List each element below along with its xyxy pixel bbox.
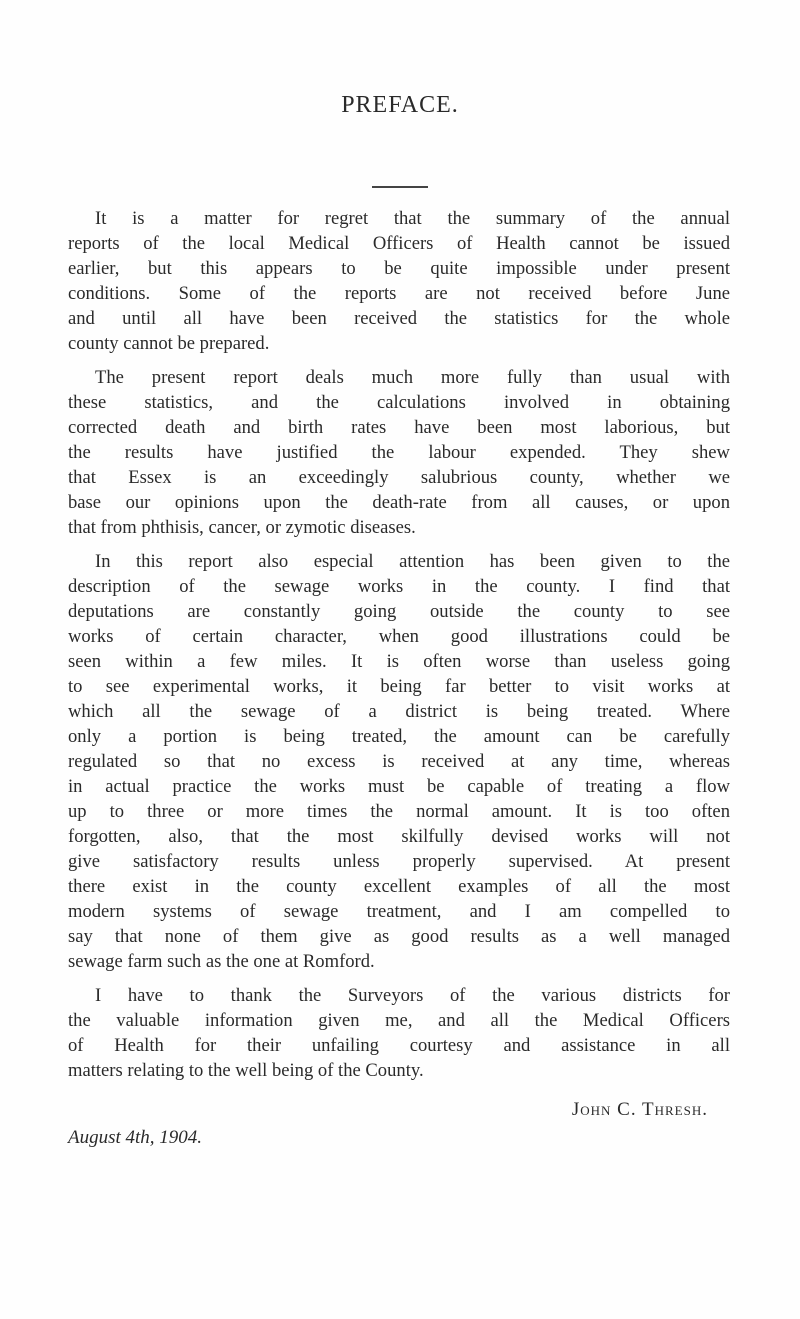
text-line: that Essex is an exceedingly salubrious county, whether we xyxy=(68,467,730,488)
text-line: description of the sewage works in the county. I find that xyxy=(68,576,730,597)
text-line: of Health for their unfailing courtesy and assistance in all xyxy=(68,1035,730,1056)
text-line: these statistics, and the calculations involved in obtaining xyxy=(68,392,730,413)
text-line: and until all have been received the statistics for the whole xyxy=(68,308,730,329)
text-line: that from phthisis, cancer, or zymotic diseases. xyxy=(68,517,416,538)
text-line: conditions. Some of the reports are not received before June xyxy=(68,283,730,304)
page-title: PREFACE. xyxy=(341,92,459,118)
text-line: base our opinions upon the death-rate from all causes, or upon xyxy=(68,492,730,513)
text-line: to see experimental works, it being far better to visit works at xyxy=(68,676,730,697)
text-line: It is a matter for regret that the summary of the annual xyxy=(95,208,730,229)
text-line: seen within a few miles. It is often worse than useless going xyxy=(68,651,730,672)
text-line: In this report also especial attention has been given to the xyxy=(95,551,730,572)
text-line: works of certain character, when good illustrations could be xyxy=(68,626,730,647)
text-line: county cannot be prepared. xyxy=(68,333,270,354)
text-line: which all the sewage of a district is being treated. Where xyxy=(68,701,730,722)
text-line: in actual practice the works must be capable of treating a flow xyxy=(68,776,730,797)
date: August 4th, 1904. xyxy=(68,1127,203,1148)
paragraph xyxy=(68,365,730,540)
text-line: the valuable information given me, and all the Medical Officers xyxy=(68,1010,730,1031)
text-line: reports of the local Medical Officers of Health cannot be issued xyxy=(68,233,730,254)
text-line: modern systems of sewage treatment, and I am compelled to xyxy=(68,901,730,922)
signature: John C. Thresh. xyxy=(571,1099,708,1120)
text-line: there exist in the county excellent examples of all the most xyxy=(68,876,730,897)
paragraph xyxy=(68,549,730,974)
text-line: regulated so that no excess is received at any time, whereas xyxy=(68,751,730,772)
text-line: the results have justified the labour expended. They shew xyxy=(68,442,730,463)
text-line: corrected death and birth rates have been most laborious, but xyxy=(68,417,730,438)
text-line: up to three or more times the normal amount. It is too often xyxy=(68,801,730,822)
title-rule xyxy=(372,186,428,188)
text-line: matters relating to the well being of the County. xyxy=(68,1060,424,1081)
text-line: deputations are constantly going outside the county to see xyxy=(68,601,730,622)
text-line: I have to thank the Surveyors of the various districts for xyxy=(95,985,730,1006)
text-line: forgotten, also, that the most skilfully devised works will not xyxy=(68,826,730,847)
text-line: say that none of them give as good results as a well managed xyxy=(68,926,730,947)
text-line: only a portion is being treated, the amount can be carefully xyxy=(68,726,730,747)
paragraph xyxy=(68,983,730,1083)
paragraph xyxy=(68,206,730,356)
text-line: earlier, but this appears to be quite impossible under present xyxy=(68,258,730,279)
text-line: The present report deals much more fully than usual with xyxy=(95,367,730,388)
preface-body xyxy=(68,206,730,1083)
text-line: give satisfactory results unless properly supervised. At present xyxy=(68,851,730,872)
text-line: sewage farm such as the one at Romford. xyxy=(68,951,375,972)
